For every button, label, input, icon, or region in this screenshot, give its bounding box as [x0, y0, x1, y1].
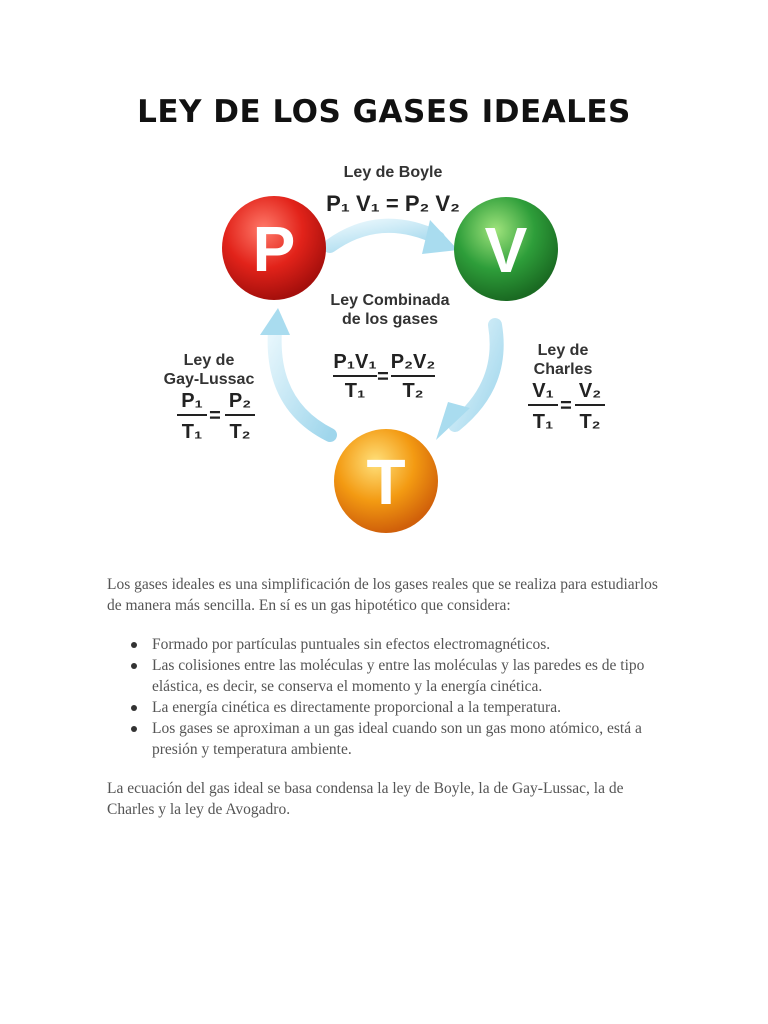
combined-label-line2: de los gases	[341, 311, 439, 328]
gas-laws-diagram	[0, 150, 768, 550]
list-item: Los gases se aproximan a un gas ideal cuando son un gas mono atómico, está a presión y temperatura ambiente.	[107, 718, 667, 760]
properties-list	[107, 634, 667, 760]
combined-numerator-right: P₂V₂	[390, 351, 436, 373]
charles-numerator-left: V₁	[532, 380, 554, 402]
combined-label-line1: Ley Combinada	[330, 292, 450, 309]
node-p	[222, 196, 326, 300]
gay-lussac-equals: =	[209, 405, 221, 427]
node-v	[454, 197, 558, 301]
node-t	[334, 429, 438, 533]
boyle-label: Ley de Boyle	[343, 164, 443, 181]
arrow-p-to-v	[330, 220, 458, 254]
combined-denominator-left: T₁	[344, 380, 366, 402]
gay-lussac-denominator-left: T₁	[181, 421, 203, 443]
node-v-letter: V	[484, 214, 528, 286]
combined-denominator-right: T₂	[402, 380, 424, 402]
charles-equals: =	[560, 395, 572, 417]
charles-label-line2: Charles	[533, 361, 593, 378]
charles-denominator-left: T₁	[532, 411, 554, 433]
charles-label-line1: Ley de	[537, 342, 589, 359]
combined-equals: =	[377, 366, 389, 388]
intro-paragraph: Los gases ideales es una simplificación de los gases reales que se realiza para estudiarlos de manera más sencilla. En sí es un gas hipotético que considera:	[107, 576, 658, 614]
gay-lussac-denominator-right: T₂	[229, 421, 251, 443]
node-t-letter: T	[366, 446, 406, 518]
gay-lussac-numerator-right: P₂	[228, 390, 252, 412]
list-item: Formado por partículas puntuales sin efectos electromagnéticos.	[107, 634, 667, 655]
combined-numerator-left: P₁V₁	[333, 351, 377, 373]
list-item: Las colisiones entre las moléculas y entre las moléculas y las paredes es de tipo elástica, es decir, se conserva el momento y la energía cinética.	[107, 655, 667, 697]
gay-lussac-label-line1: Ley de	[183, 352, 235, 369]
page-title: LEY DE LOS GASES IDEALES	[137, 94, 631, 130]
arrow-v-to-t	[436, 325, 497, 440]
charles-denominator-right: T₂	[579, 411, 601, 433]
conclusion-paragraph: La ecuación del gas ideal se basa condensa la ley de Boyle, la de Gay-Lussac, la de Charles y la ley de Avogadro.	[107, 780, 624, 818]
gay-lussac-label-line2: Gay-Lussac	[163, 371, 255, 388]
charles-numerator-right: V₂	[578, 380, 602, 402]
gay-lussac-numerator-left: P₁	[181, 390, 203, 412]
boyle-formula: P₁ V₁ = P₂ V₂	[326, 191, 460, 216]
arrow-t-to-p	[260, 308, 330, 435]
list-item: La energía cinética es directamente proporcional a la temperatura.	[107, 697, 667, 718]
node-p-letter: P	[252, 213, 296, 285]
